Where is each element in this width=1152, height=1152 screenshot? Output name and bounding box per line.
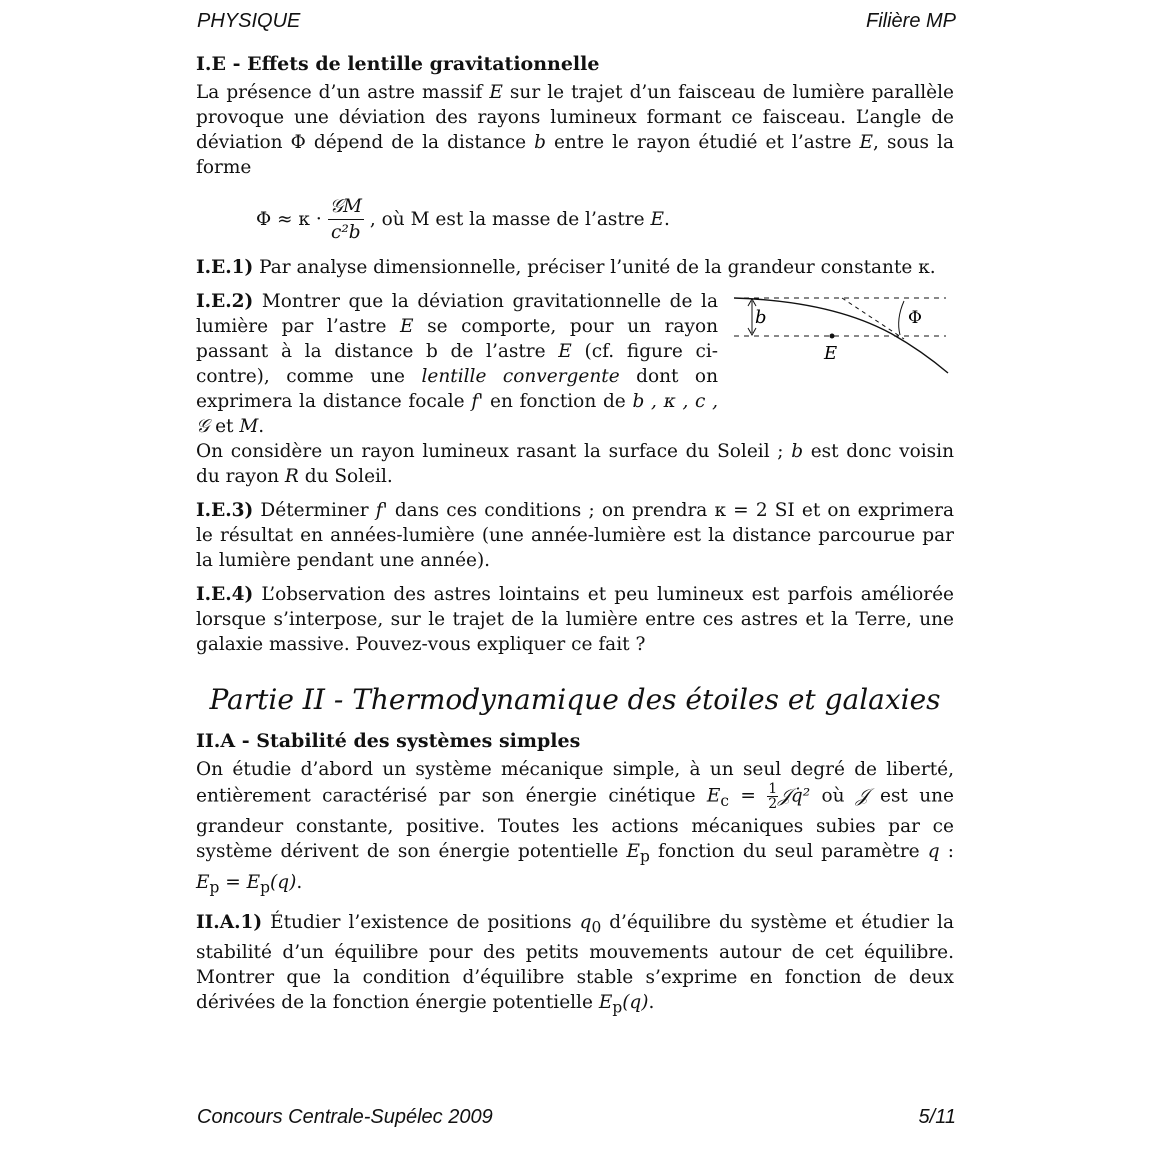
- question-ie2: I.E.2) Montrer que la déviation gravitationnelle de la lumière par l’astre E se comporte, pour un rayon passant à la distance b de l’astre E (cf. figure ci-contre), comme une lentille convergente dont on exprimera la distance focale f' en fonction de b , κ , c , 𝒢 et M.: [196, 291, 719, 437]
- question-ie1: I.E.1) Par analyse dimensionnelle, préciser l’unité de la grandeur constante κ.: [196, 257, 936, 278]
- formula-numerator: 𝒢M: [328, 194, 364, 220]
- sun-paragraph: On considère un rayon lumineux rasant la surface du Soleil ; b est donc voisin du rayon R du Soleil.: [196, 441, 955, 487]
- footer-page-number: 5/11: [918, 1106, 956, 1128]
- formula-lhs: Φ ≈ κ ·: [256, 209, 322, 230]
- formula-rhs: , où M est la masse de l’astre E.: [369, 209, 670, 230]
- question-ie4: I.E.4) L’observation des astres lointains et peu lumineux est parfois améliorée lorsque s’interpose, sur le trajet de la lumière entre ces astres et la Terre, une galaxie massive. Pouvez-vous expliquer ce fait ?: [196, 584, 954, 655]
- footer-contest: Concours Centrale-Supélec 2009: [197, 1106, 493, 1128]
- label-b: b: [755, 307, 767, 328]
- half-fraction: $\frac{1}{2}$: [768, 781, 778, 812]
- header-track: Filière MP: [865, 10, 956, 32]
- part-ii-title: Partie II - Thermodynamique des étoiles et galaxies: [209, 683, 941, 716]
- mass-point-E: [830, 334, 835, 339]
- label-phi: Φ: [908, 308, 922, 328]
- page-content: [196, 50, 954, 1021]
- header-subject: PHYSIQUE: [197, 10, 301, 32]
- question-iia1: II.A.1) Étudier l’existence de positions $q_0$ d’équilibre du système et étudier la stabilité d’un équilibre pour des petits mouvements autour de cet équilibre. Montrer que la condition d’équilibre stable s’exprime en fonction de deux dérivées de la fonction énergie potentielle $E_p(q)$.: [196, 911, 954, 1017]
- lens-deflection-figure: [732, 287, 954, 377]
- section-iia-intro: On étudie d’abord un système mécanique simple, à un seul degré de liberté, entièrement caractérisé par son énergie cinétique $E_c$ = $\frac{1}{2}$ 𝒥q̇² où 𝒥 est une grandeur constante, positive. Toutes les actions mécaniques subies par ce système dérivent de son énergie potentielle $E_p$ fonction du seul paramètre q : $E_p = E_p(q)$.: [196, 759, 954, 897]
- question-ie3: I.E.3) Déterminer f' dans ces conditions ; on prendra κ = 2 SI et on exprimera le résultat en années-lumière (une année-lumière est la distance parcourue par la lumière pendant une année).: [196, 500, 954, 571]
- formula-fraction: [328, 194, 364, 245]
- section-ie-intro: La présence d’un astre massif E sur le trajet d’un faisceau de lumière parallèle provoque une déviation des rayons lumineux formant ce faisceau. L’angle de déviation Φ dépend de la distance b entre le rayon étudié et l’astre E, sous la forme: [196, 82, 954, 178]
- deviation-formula: [256, 194, 954, 245]
- phi-angle-arc: [899, 301, 904, 335]
- label-E: E: [824, 343, 838, 364]
- section-ie-title: I.E - Effets de lentille gravitationnelle: [196, 53, 600, 75]
- tangent-ray: [842, 298, 904, 339]
- section-iia-title: II.A - Stabilité des systèmes simples: [196, 730, 581, 752]
- formula-denominator: c²b: [331, 222, 361, 243]
